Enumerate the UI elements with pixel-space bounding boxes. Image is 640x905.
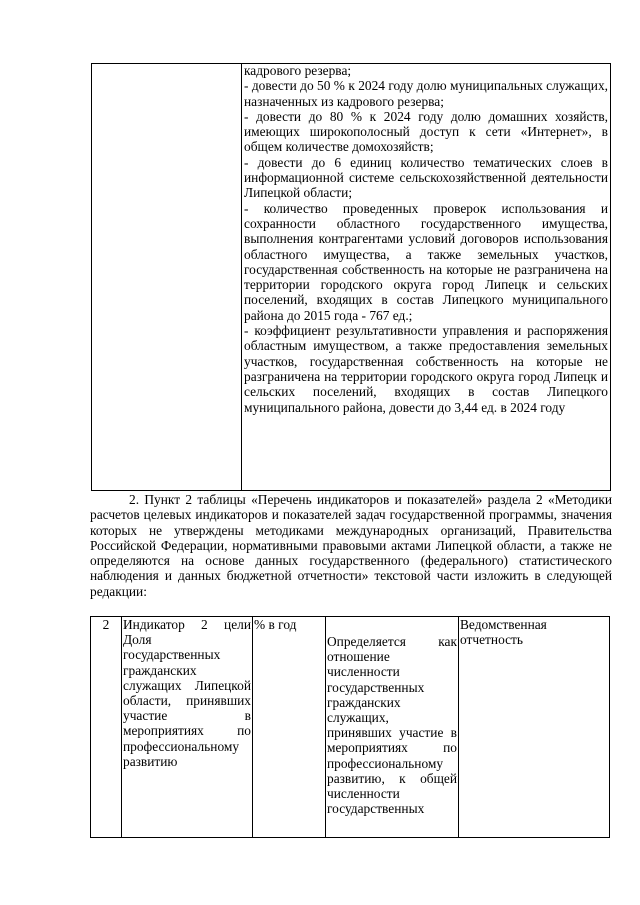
indicators-table-continuation [91,63,611,491]
column-divider [241,64,242,490]
method-text: Определяется как отношение численности государственных гражданских служащих, принявших участие в мероприятиях по профессиональному развитию, к общей численности государственных [327,634,457,817]
row-number: 2 [91,617,122,838]
table-row [91,617,610,838]
indicator-name: Индикатор 2 цели Доля государственных гражданских служащих Липецкой области, принявших участие в мероприятиях по профессиональному развитию [122,617,253,838]
source-cell: Ведомственная отчетность [459,617,610,838]
amendment-paragraph [90,492,612,599]
paragraph-text: 2. Пункт 2 таблицы «Перечень индикаторов и показателей» раздела 2 «Методики расчетов целевых индикаторов и показателей задач государственной программы, значения которых не утверждены методиками международных организаций, Правительства Российской Федерации, нормативными правовыми актами Липецкой области, а также не определяются на основе данных государственного (федерального) статистического наблюдения и данных бюджетной отчетности» текстовой части изложить в следующей редакции: [90,492,612,599]
indicator-table [90,616,610,838]
target-line: - количество проведенных проверок использования и сохранности областного государственного имущества, выполнения контрагентами условий договоров использования областного имущества, а также земельных участков, государственная собственность на которые не разграничена на территории городского округа город Липецк и сельских поселений, входящих в состав Липецкого муниципального района до 2015 года - 767 ед.; [244,200,608,323]
target-line: - довести до 6 единиц количество тематических слоев в информационной системе сельскохозяйственной деятельности Липецкой области; [244,154,608,201]
targets-cell [244,63,608,415]
method-cell [326,617,459,838]
target-line: - коэффициент результативности управления и распоряжения областным имуществом, а также предоставления земельных участков, государственная собственность на которые не разграничена на территории городского округа город Липецк и сельских поселений, входящих в состав Липецкого муниципального района, довести до 3,44 ед. в 2024 году [244,323,608,415]
target-line: - довести до 80 % к 2024 году долю домашних хозяйств, имеющих широкополосный доступ к сети «Интернет», в общем количестве домохозяйств; [244,108,608,155]
target-line: кадрового резерва; [244,63,352,78]
target-line: - довести до 50 % к 2024 году долю муниципальных служащих, назначенных из кадрового резерва; [244,78,608,109]
unit-cell: % в год [253,617,326,838]
